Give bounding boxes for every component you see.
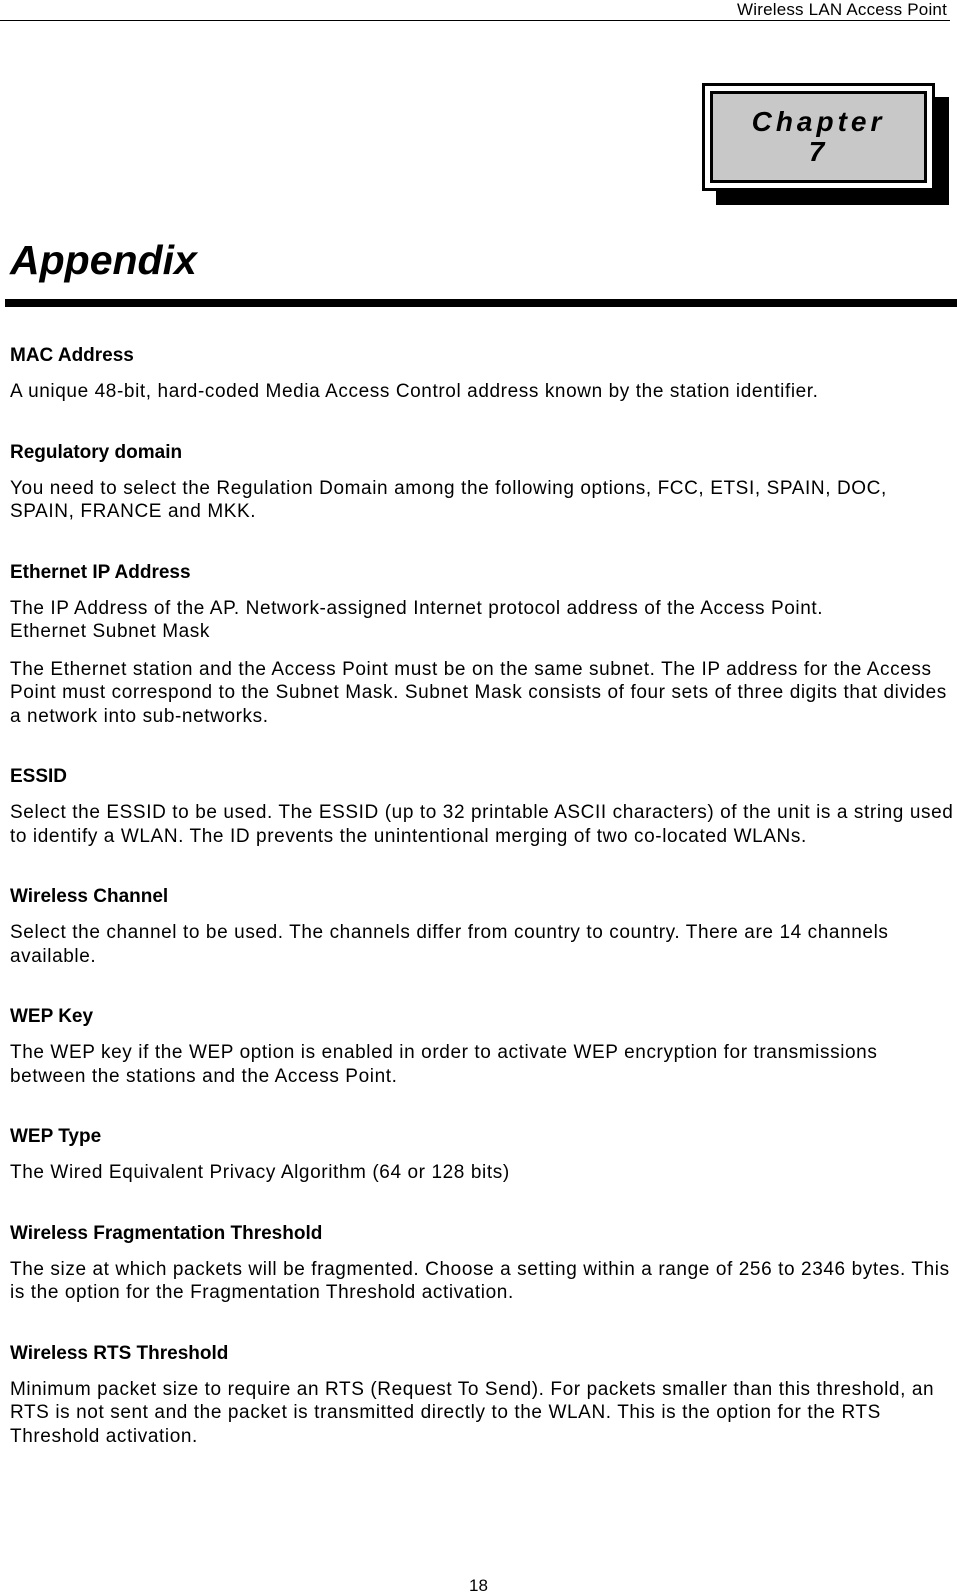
glossary-entry-regulatory-domain	[10, 442, 955, 524]
running-header: Wireless LAN Access Point	[736, 0, 947, 19]
term-heading: Wireless Fragmentation Threshold	[10, 1222, 323, 1244]
term-definition: A unique 48-bit, hard-coded Media Access Control address known by the station identifier.	[10, 381, 819, 402]
term-heading: Wireless Channel	[10, 886, 169, 907]
chapter-badge-word: Chapter	[751, 106, 886, 137]
glossary-entry-fragmentation-threshold	[10, 1223, 955, 1305]
glossary-entry-mac-address	[10, 345, 955, 404]
term-definition: Minimum packet size to require an RTS (Request To Send). For packets smaller than this threshold, an RTS is not sent and the packet is transmitted directly to the WLAN. This is the option for the RTS Threshold activation.	[10, 1378, 935, 1447]
term-heading: ESSID	[10, 766, 68, 787]
term-definition: You need to select the Regulation Domain among the following options, FCC, ETSI, SPAIN, DOC, SPAIN, FRANCE and MKK.	[10, 477, 887, 522]
title-rule	[5, 299, 957, 307]
subterm-label: Ethernet Subnet Mask	[10, 621, 210, 642]
subterm-definition: The Ethernet station and the Access Point must be on the same subnet. The IP address for the Access Point must correspond to the Subnet Mask. Subnet Mask consists of four sets of three digits that divides a network into sub-networks.	[10, 658, 947, 727]
term-definition: The IP Address of the AP. Network-assigned Internet protocol address of the Access Point.	[10, 597, 824, 619]
glossary-entry-wireless-channel	[10, 886, 955, 968]
glossary-entry-rts-threshold	[10, 1343, 955, 1449]
glossary	[10, 345, 955, 1486]
term-definition: Select the channel to be used. The channels differ from country to country. There are 14 channels available.	[10, 922, 889, 967]
term-heading: WEP Type	[10, 1126, 102, 1147]
glossary-entry-wep-key	[10, 1006, 955, 1088]
term-definition: The WEP key if the WEP option is enabled in order to activate WEP encryption for transmissions between the stations and the Access Point.	[10, 1042, 878, 1087]
page-title: Appendix	[10, 237, 197, 283]
glossary-entry-wep-type	[10, 1126, 955, 1185]
chapter-badge-inner	[710, 91, 927, 183]
header-rule	[0, 20, 950, 21]
term-heading: WEP Key	[10, 1006, 94, 1027]
term-heading: Wireless RTS Threshold	[10, 1342, 229, 1364]
term-definition: The size at which packets will be fragmented. Choose a setting within a range of 256 to 2346 bytes. This is the option for the Fragmentation Threshold activation.	[10, 1258, 950, 1303]
page-number: 18	[469, 1576, 488, 1595]
glossary-entry-ethernet-ip-address	[10, 562, 955, 729]
glossary-entry-essid	[10, 766, 955, 848]
term-heading: MAC Address	[10, 345, 134, 366]
chapter-badge-number: 7	[808, 136, 829, 167]
term-heading: Ethernet IP Address	[10, 561, 191, 583]
term-definition: Select the ESSID to be used. The ESSID (up to 32 printable ASCII characters) of the unit is a string used to identify a WLAN. The ID prevents the unintentional merging of two co-located WLANs.	[10, 802, 954, 847]
term-heading: Regulatory domain	[10, 441, 183, 463]
chapter-badge	[702, 83, 935, 191]
term-definition: The Wired Equivalent Privacy Algorithm (64 or 128 bits)	[10, 1162, 510, 1183]
